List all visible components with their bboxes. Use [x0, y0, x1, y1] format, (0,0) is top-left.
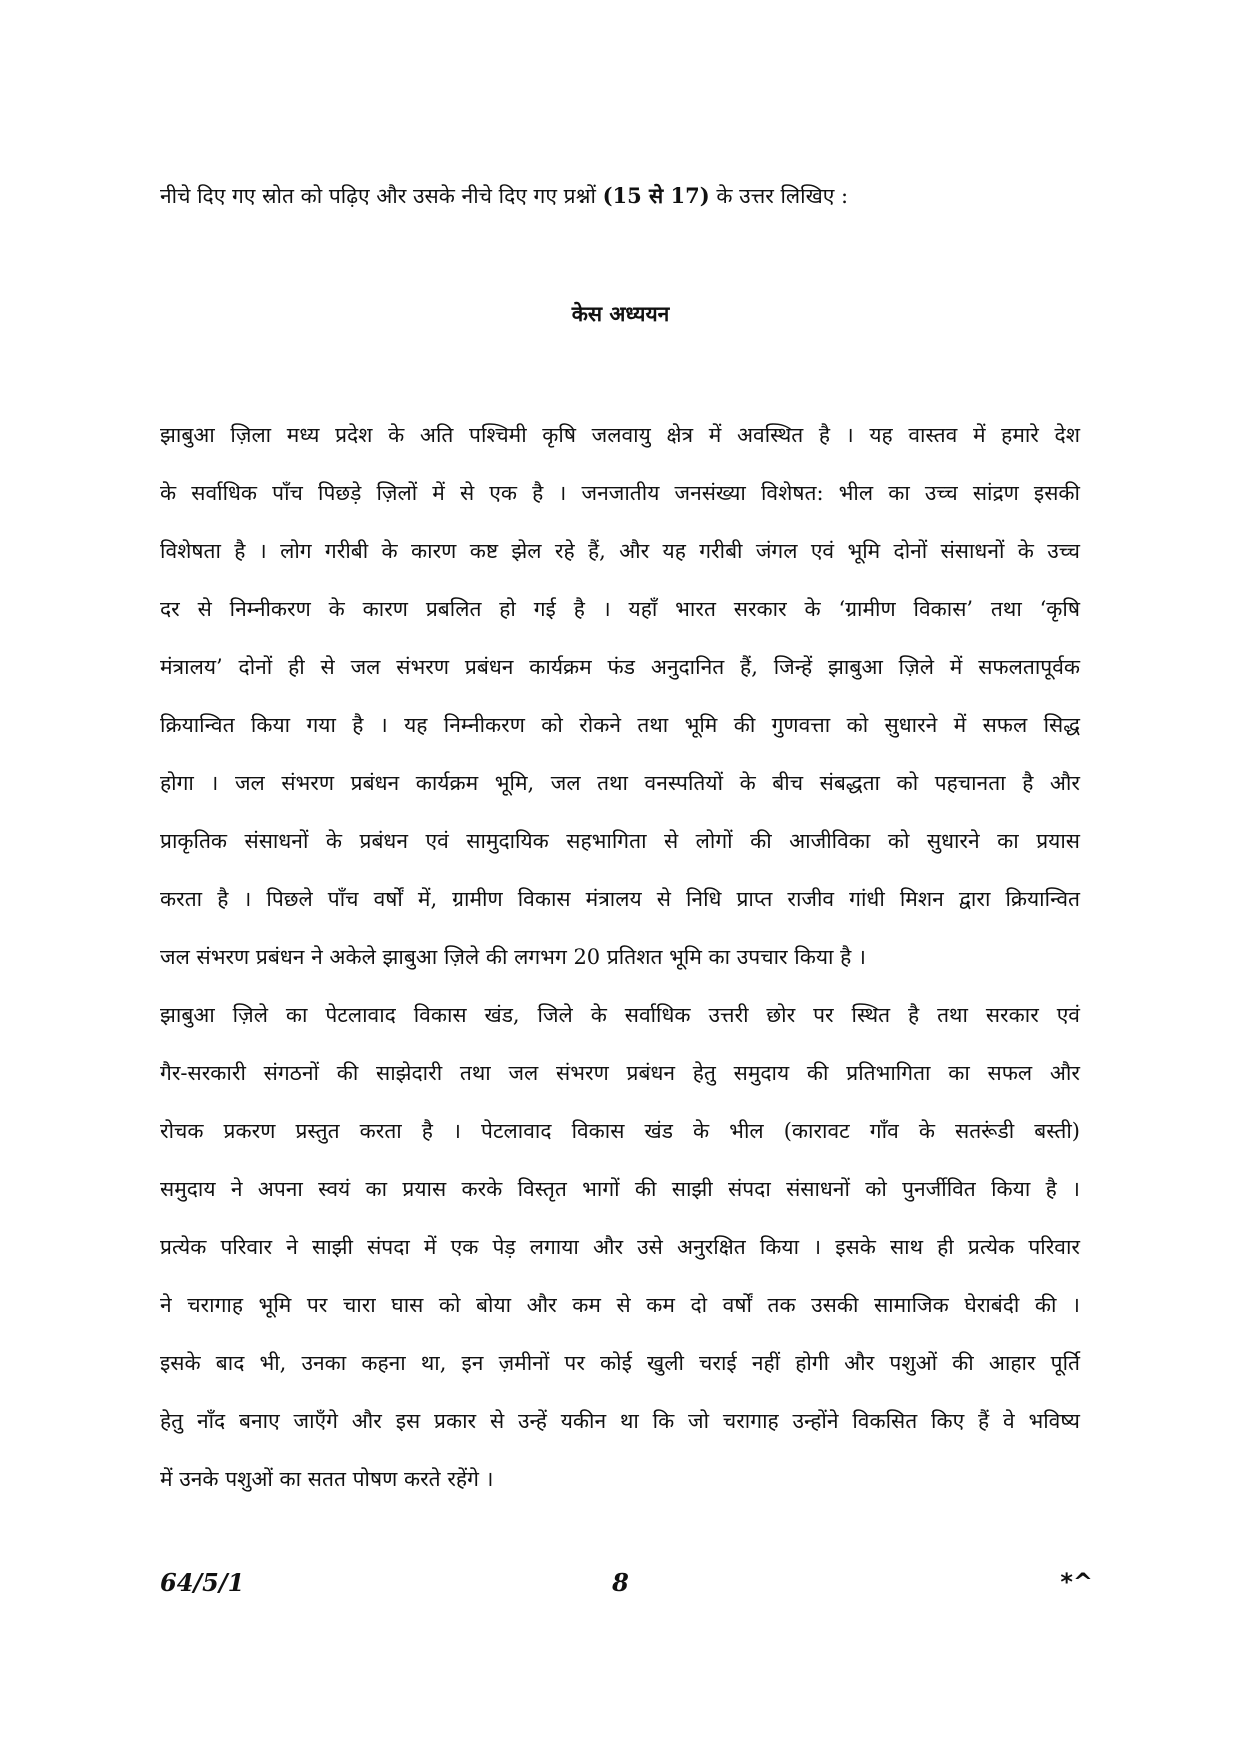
paragraph2-line: रोचक प्रकरण प्रस्तुत करता है । पेटलावाद विकास खंड के भील (कारावट गाँव के सतरूंडी बस्ती)	[160, 1119, 1080, 1143]
paragraph2-line: समुदाय ने अपना स्वयं का प्रयास करके विस्तृत भागों की साझी संपदा संसाधनों को पुनर्जीवित किया है ।	[160, 1177, 1080, 1201]
page-number: 8	[612, 1568, 629, 1597]
case-study-body	[160, 406, 1080, 1508]
paragraph1-line: क्रियान्वित किया गया है । यह निम्नीकरण को रोकने तथा भूमि की गुणवत्ता को सुधारने में सफल सिद्ध	[160, 713, 1080, 737]
paragraph2-line: गैर-सरकारी संगठनों की साझेदारी तथा जल संभरण प्रबंधन हेतु समुदाय की प्रतिभागिता का सफल और	[160, 1061, 1080, 1085]
paragraph1-line: झाबुआ ज़िला मध्य प्रदेश के अति पश्चिमी कृषि जलवायु क्षेत्र में अवस्थित है । यह वास्तव में हमारे देश	[160, 423, 1080, 447]
paragraph1-line: होगा । जल संभरण प्रबंधन कार्यक्रम भूमि, जल तथा वनस्पतियों के बीच संबद्धता को पहचानता है और	[160, 771, 1080, 795]
paragraph1-line: दर से निम्नीकरण के कारण प्रबलित हो गई है । यहाँ भारत सरकार के ‘ग्रामीण विकास’ तथा ‘कृषि	[160, 597, 1080, 621]
footer-mark: *^	[1060, 1568, 1093, 1596]
paragraph2-line: झाबुआ ज़िले का पेटलावाद विकास खंड, जिले के सर्वाधिक उत्तरी छोर पर स्थित है तथा सरकार एवं	[160, 1003, 1080, 1027]
case-study-heading: केस अध्ययन	[571, 301, 670, 326]
paragraph1-line: के सर्वाधिक पाँच पिछड़े ज़िलों में से एक है । जनजातीय जनसंख्या विशेषत: भील का उच्च सांद्रण इसकी	[160, 481, 1080, 505]
paragraph1-line: करता है । पिछले पाँच वर्षों में, ग्रामीण विकास मंत्रालय से निधि प्राप्त राजीव गांधी मिशन द्वारा क्रियान्वित	[160, 887, 1080, 911]
paragraph1-line: विशेषता है । लोग गरीबी के कारण कष्ट झेल रहे हैं, और यह गरीबी जंगल एवं भूमि दोनों संसाधनों के उच्च	[160, 539, 1080, 563]
paragraph2-line: में उनके पशुओं का सतत पोषण करते रहेंगे ।	[160, 1467, 494, 1491]
paragraph2-line: इसके बाद भी, उनका कहना था, इन ज़मीनों पर कोई खुली चराई नहीं होगी और पशुओं की आहार पूर्ति	[160, 1351, 1080, 1375]
paragraph2-line: प्रत्येक परिवार ने साझी संपदा में एक पेड़ लगाया और उसे अनुरक्षित किया । इसके साथ ही प्रत्येक परिवार	[160, 1235, 1080, 1259]
instruction-text-after: के उत्तर लिखिए :	[709, 184, 849, 208]
question-range: (15 से 17)	[602, 183, 710, 208]
paragraph2-line: ने चरागाह भूमि पर चारा घास को बोया और कम से कम दो वर्षों तक उसकी सामाजिक घेराबंदी की ।	[160, 1293, 1080, 1317]
paper-code: 64/5/1	[160, 1568, 245, 1597]
paragraph1-line: प्राकृतिक संसाधनों के प्रबंधन एवं सामुदायिक सहभागिता से लोगों की आजीविका को सुधारने का प्रयास	[160, 829, 1080, 853]
paragraph1-line: मंत्रालय’ दोनों ही से जल संभरण प्रबंधन कार्यक्रम फंड अनुदानित हैं, जिन्हें झाबुआ ज़िले में सफलतापूर्वक	[160, 655, 1080, 679]
paragraph2-line: हेतु नाँद बनाए जाएँगे और इस प्रकार से उन्हें यकीन था कि जो चरागाह उन्होंने विकसित किए हैं वे भविष्य	[160, 1409, 1080, 1433]
instruction-line	[160, 178, 1080, 214]
page-footer	[0, 1568, 1241, 1608]
instruction-text-before: नीचे दिए गए स्रोत को पढ़िए और उसके नीचे दिए गए प्रश्नों	[160, 184, 603, 208]
paragraph1-line: जल संभरण प्रबंधन ने अकेले झाबुआ ज़िले की लगभग 20 प्रतिशत भूमि का उपचार किया है ।	[160, 945, 866, 969]
